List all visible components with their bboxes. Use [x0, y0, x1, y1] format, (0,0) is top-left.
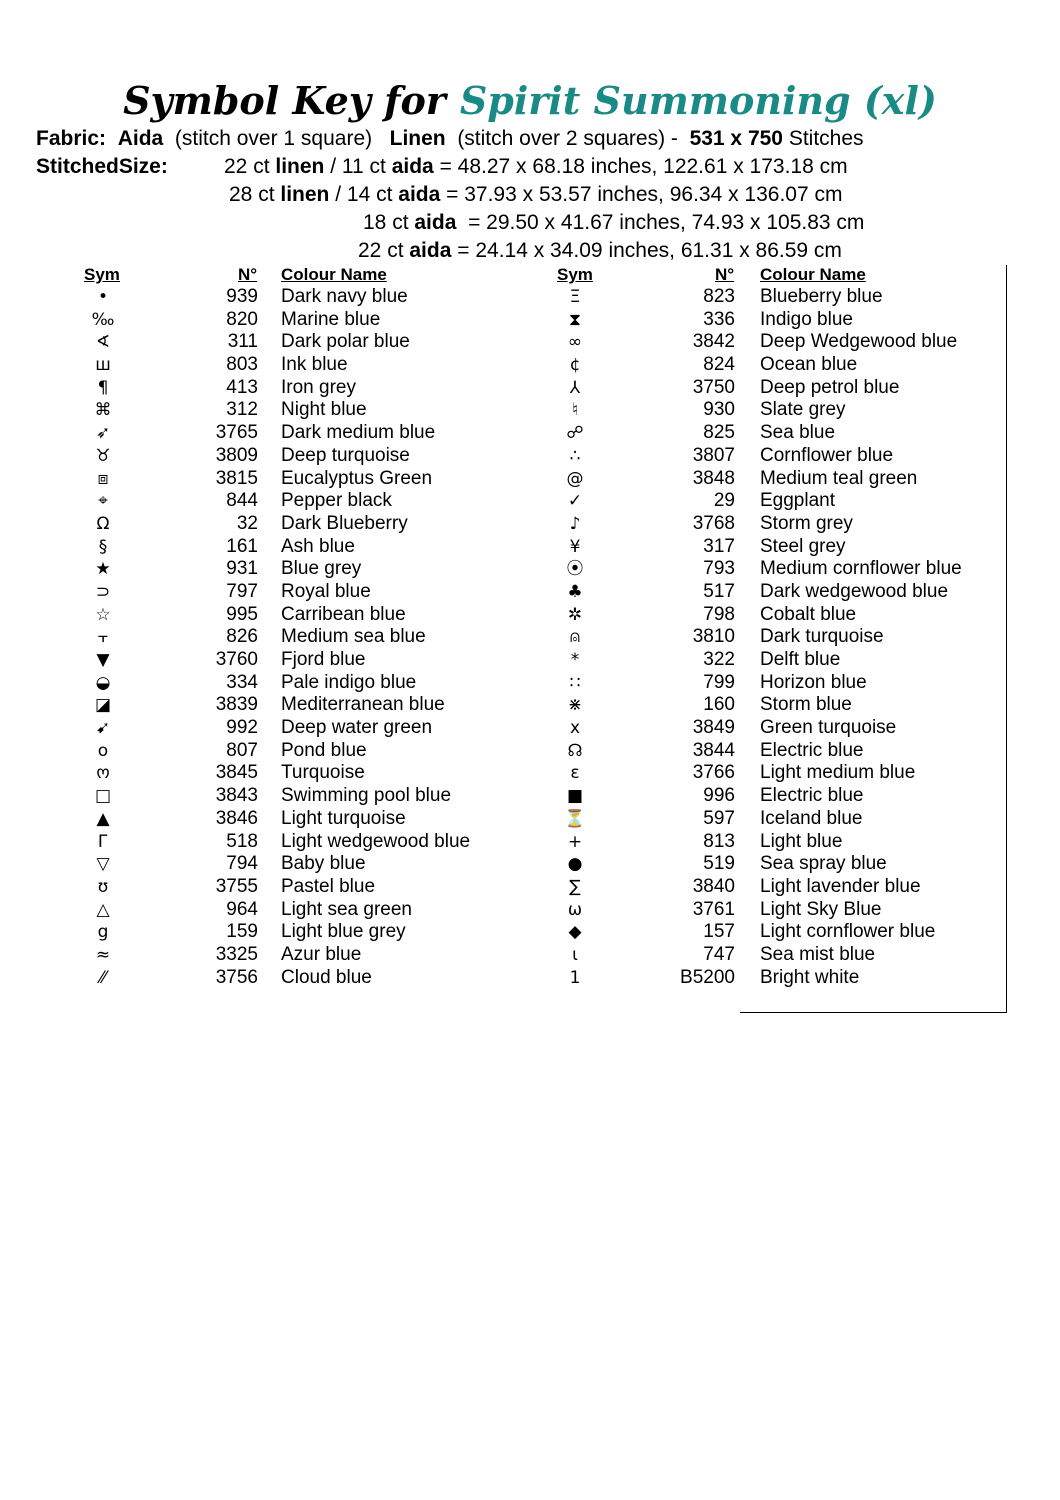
colour-name: Dark turquoise	[760, 626, 884, 648]
colour-name: Light Sky Blue	[760, 898, 882, 920]
size-line-3-b1: aida	[414, 211, 457, 234]
header-colour-name: Colour Name	[760, 265, 866, 284]
symbol-glyph: +	[567, 831, 583, 852]
symbol-glyph: ⌖	[98, 491, 108, 512]
size-line-1-pre: 22 ct	[224, 155, 276, 178]
thread-number: 826	[226, 626, 258, 648]
symbol-glyph: ▼	[96, 650, 110, 670]
colour-name: Dark wedgewood blue	[760, 580, 949, 602]
colour-name: Medium sea blue	[281, 626, 426, 648]
size-line-2-pre: 28 ct	[229, 183, 281, 206]
size-line-2-post: = 37.93 x 53.57 inches, 96.34 x 136.07 cm	[440, 183, 843, 206]
colour-name: Light lavender blue	[760, 875, 921, 897]
symbol-glyph: ¶	[97, 377, 109, 398]
size-line-1-b1: linen	[275, 155, 325, 178]
symbol-glyph: *	[570, 650, 580, 670]
symbol-glyph: g	[97, 922, 109, 943]
thread-number: 3325	[215, 943, 258, 965]
colour-name: Cornflower blue	[760, 444, 894, 466]
symbol-glyph: ¢	[569, 355, 581, 376]
symbol-glyph: x	[569, 718, 581, 739]
colour-name: Light wedgewood blue	[281, 830, 471, 852]
colour-name: Deep Wedgewood blue	[760, 331, 958, 353]
colour-name: Eucalyptus Green	[281, 467, 433, 489]
size-line-1-mid: / 11 ct	[324, 155, 392, 178]
symbol-glyph: ‰	[91, 309, 115, 330]
colour-name: Light turquoise	[281, 807, 406, 829]
size-line-4-post: = 24.14 x 34.09 inches, 61.31 x 86.59 cm	[451, 239, 842, 262]
thread-number: 996	[703, 785, 735, 807]
symbol-glyph: Г	[97, 831, 109, 852]
symbol-glyph: ♮	[571, 400, 579, 421]
symbol-glyph: ⌘	[94, 400, 112, 421]
header-colour-name: Colour Name	[281, 265, 387, 284]
fabric-linen: Linen	[389, 127, 446, 150]
symbol-glyph: ◒	[95, 672, 111, 693]
symbol-glyph: ш	[95, 355, 111, 376]
size-line-2-b1: linen	[280, 183, 330, 206]
size-line-1-b2: aida	[391, 155, 434, 178]
thread-number: 3756	[215, 966, 258, 988]
colour-name: Light sea green	[281, 898, 412, 920]
colour-name: Delft blue	[760, 649, 841, 670]
symbol-glyph: ∑	[569, 876, 581, 897]
symbol-glyph: ო	[96, 763, 110, 784]
colour-name: Turquoise	[281, 762, 365, 784]
symbol-glyph: •	[97, 287, 109, 307]
thread-number: 3750	[692, 376, 735, 398]
thread-number: 820	[226, 308, 258, 330]
thread-number: 3761	[692, 898, 735, 920]
colour-name: Blue grey	[281, 558, 362, 580]
colour-name: Dark navy blue	[281, 286, 408, 307]
thread-number: 3815	[215, 467, 258, 489]
colour-name: Storm grey	[760, 512, 853, 534]
thread-number: B5200	[680, 966, 735, 988]
colour-name: Ash blue	[281, 535, 355, 557]
symbol-glyph: Ξ	[569, 287, 581, 307]
symbol-glyph: ⧗	[569, 309, 581, 330]
thread-number: 157	[703, 921, 735, 943]
thread-number: 964	[226, 898, 258, 920]
symbol-glyph: ɩ	[572, 944, 578, 965]
thread-number: 3765	[215, 422, 258, 444]
size-line-3-pre: 18 ct	[363, 211, 415, 234]
colour-name: Pale indigo blue	[281, 671, 417, 693]
symbol-glyph: 1	[569, 967, 581, 988]
thread-number: 3766	[692, 762, 735, 784]
size-line-1-post: = 48.27 x 68.18 inches, 122.61 x 173.18 cm	[433, 155, 848, 178]
size-line-4-pre: 22 ct	[358, 239, 410, 262]
symbol-glyph: ω	[567, 899, 583, 920]
thread-number: 3840	[692, 875, 735, 897]
stitch-count: 531 x 750	[689, 127, 783, 150]
colour-name: Pepper black	[281, 490, 392, 512]
symbol-glyph: △	[96, 899, 110, 920]
symbol-glyph: §	[98, 536, 108, 557]
colour-name: Cobalt blue	[760, 603, 857, 625]
colour-name: Bright white	[760, 966, 860, 988]
symbol-glyph: ●	[567, 854, 583, 875]
colour-name: Dark medium blue	[281, 422, 436, 444]
colour-name: Pastel blue	[281, 875, 376, 897]
symbol-glyph: ◆	[568, 922, 582, 943]
symbol-glyph: ☆	[95, 604, 111, 625]
colour-name: Slate grey	[760, 399, 846, 421]
thread-number: 844	[226, 490, 258, 512]
thread-number: 312	[226, 399, 258, 421]
symbol-glyph: ➶	[95, 423, 111, 444]
colour-name: Ink blue	[281, 354, 348, 376]
fabric-aida: Aida	[117, 127, 164, 150]
colour-name: Dark Blueberry	[281, 512, 408, 534]
colour-name: Medium cornflower blue	[760, 558, 962, 580]
symbol-glyph: ♪	[569, 513, 581, 534]
colour-name: Pond blue	[281, 739, 367, 761]
colour-name: Fjord blue	[281, 649, 366, 670]
symbol-glyph: ⧈	[97, 468, 109, 489]
thread-number: 803	[226, 354, 258, 376]
colour-name: Storm blue	[760, 694, 852, 716]
symbol-glyph: ☊	[567, 740, 583, 761]
symbol-glyph: ➹	[95, 718, 111, 739]
title-pattern-name: Spirit Summoning (xl)	[459, 78, 937, 123]
symbol-glyph: ∞	[567, 332, 583, 353]
colour-name: Medium teal green	[760, 467, 918, 489]
thread-number: 931	[226, 558, 258, 580]
thread-number: 3768	[692, 512, 735, 534]
size-line-3-post: = 29.50 x 41.67 inches, 74.93 x 105.83 cm	[456, 211, 865, 234]
colour-name: Eggplant	[760, 490, 836, 512]
symbol-glyph: ♣	[567, 581, 583, 602]
fabric-linen-note: (stitch over 2 squares) -	[457, 127, 678, 150]
header-num: N°	[238, 265, 258, 284]
symbol-glyph: ε	[570, 763, 580, 784]
thread-number: 823	[703, 286, 735, 307]
colour-name: Mediterranean blue	[281, 694, 445, 716]
size-line-2-b2: aida	[398, 183, 441, 206]
colour-name: Night blue	[281, 399, 367, 421]
header-num: N°	[715, 265, 735, 284]
symbol-glyph: ≈	[95, 944, 111, 965]
thread-number: 3846	[215, 807, 258, 829]
thread-number: 517	[703, 580, 735, 602]
size-line-4	[358, 238, 842, 264]
symbol-glyph: ◪	[94, 695, 112, 716]
symbol-glyph: □	[94, 786, 112, 807]
colour-name: Green turquoise	[760, 717, 897, 739]
colour-name: Carribean blue	[281, 603, 406, 625]
thread-number: 813	[703, 830, 735, 852]
thread-number: 3845	[215, 762, 258, 784]
symbol-glyph: ∷	[569, 672, 581, 693]
thread-number: 3842	[692, 331, 735, 353]
colour-name: Royal blue	[281, 580, 371, 602]
symbol-glyph: ✓	[567, 491, 583, 512]
thread-number: 334	[226, 671, 258, 693]
symbol-glyph: Ω	[96, 513, 110, 534]
thread-number: 3849	[692, 717, 735, 739]
symbol-glyph: ▲	[96, 808, 110, 829]
thread-number: 798	[703, 603, 735, 625]
colour-name: Swimming pool blue	[281, 785, 452, 807]
thread-number: 413	[226, 376, 258, 398]
thread-number: 824	[703, 354, 735, 376]
thread-number: 3809	[215, 444, 258, 466]
size-line-4-b1: aida	[409, 239, 452, 262]
thread-number: 747	[703, 943, 735, 965]
symbol-glyph: o	[97, 740, 109, 761]
colour-name: Iron grey	[281, 376, 356, 398]
thread-number: 794	[226, 853, 258, 875]
colour-name: Iceland blue	[760, 807, 863, 829]
fabric-label: Fabric:	[36, 127, 107, 150]
thread-number: 3807	[692, 444, 735, 466]
thread-number: 3848	[692, 467, 735, 489]
thread-number: 807	[226, 739, 258, 761]
colour-name: Sea spray blue	[760, 853, 887, 875]
colour-name: Ocean blue	[760, 354, 858, 376]
colour-name: Electric blue	[760, 739, 864, 761]
symbol-glyph: @	[566, 468, 584, 489]
size-line-2-mid: / 14 ct	[329, 183, 399, 206]
colour-name: Dark polar blue	[281, 331, 410, 353]
colour-name: Sea mist blue	[760, 943, 876, 965]
colour-name: Marine blue	[281, 308, 381, 330]
thread-number: 3810	[692, 626, 735, 648]
thread-number: 930	[703, 399, 735, 421]
stitched-size-label-line	[36, 154, 168, 180]
colour-name: Light blue grey	[281, 921, 406, 943]
thread-number: 825	[703, 422, 735, 444]
symbol-glyph: ⁄⁄	[100, 967, 106, 988]
thread-number: 161	[226, 535, 258, 557]
symbol-glyph: ▽	[96, 854, 110, 875]
thread-number: 311	[227, 331, 258, 353]
symbol-glyph: ¥	[569, 536, 581, 557]
thread-number: 797	[226, 580, 258, 602]
table-border-bottom	[740, 1012, 1007, 1013]
thread-number: 336	[703, 308, 735, 330]
thread-number: 519	[703, 853, 735, 875]
stitched-size-label: StitchedSize:	[36, 155, 168, 178]
colour-name: Blueberry blue	[760, 286, 883, 307]
colour-name: Horizon blue	[760, 671, 867, 693]
thread-number: 793	[703, 558, 735, 580]
thread-number: 159	[226, 921, 258, 943]
colour-name: Light blue	[760, 830, 843, 852]
table-border-right	[1006, 265, 1007, 1013]
thread-number: 3839	[215, 694, 258, 716]
symbol-glyph: ⅄	[569, 377, 581, 398]
header-sym: Sym	[557, 265, 593, 284]
thread-number: 32	[236, 512, 258, 534]
symbol-glyph: ⦿	[566, 559, 584, 580]
thread-number: 597	[703, 807, 735, 829]
thread-number: 317	[703, 535, 735, 557]
thread-number: 3760	[215, 649, 258, 670]
colour-name: Deep petrol blue	[760, 376, 900, 398]
symbol-glyph: ∢	[95, 332, 111, 353]
size-line-2	[229, 182, 843, 208]
symbol-glyph: ★	[95, 559, 111, 580]
thread-number: 3844	[692, 739, 735, 761]
colour-name: Deep turquoise	[281, 444, 410, 466]
page-title	[0, 78, 1060, 124]
colour-name: Electric blue	[760, 785, 864, 807]
thread-number: 992	[226, 717, 258, 739]
thread-number: 799	[703, 671, 735, 693]
colour-name: Deep water green	[281, 717, 433, 739]
colour-name: Indigo blue	[760, 308, 853, 330]
colour-name: Light cornflower blue	[760, 921, 936, 943]
thread-number: 322	[703, 649, 735, 670]
fabric-line	[36, 126, 864, 152]
title-prefix: Symbol Key for	[123, 78, 446, 123]
stitch-word: Stitches	[788, 127, 864, 150]
size-line-3	[363, 210, 864, 236]
thread-number: 3755	[215, 875, 258, 897]
symbol-glyph: ■	[566, 786, 584, 807]
thread-number: 518	[226, 830, 258, 852]
thread-number: 3843	[215, 785, 258, 807]
symbol-glyph: ♉	[95, 445, 111, 466]
thread-number: 29	[713, 490, 735, 512]
symbol-glyph: ʊ	[97, 876, 109, 897]
symbol-glyph: ✲	[567, 604, 583, 625]
symbol-glyph: ⍝	[569, 627, 581, 648]
colour-name: Azur blue	[281, 943, 362, 965]
thread-number: 995	[226, 603, 258, 625]
thread-number: 160	[703, 694, 735, 716]
colour-name: Cloud blue	[281, 966, 372, 988]
colour-name: Steel grey	[760, 535, 846, 557]
colour-name: Baby blue	[281, 853, 366, 875]
symbol-glyph: ⋇	[567, 695, 583, 716]
symbol-glyph: ∴	[569, 445, 581, 466]
colour-name: Sea blue	[760, 422, 836, 444]
colour-name: Light medium blue	[760, 762, 916, 784]
symbol-glyph: ⏳	[564, 808, 586, 829]
header-sym: Sym	[84, 265, 120, 284]
symbol-glyph: ⊃	[95, 581, 111, 602]
symbol-glyph: ☍	[566, 423, 584, 444]
size-line-1	[224, 154, 848, 180]
thread-number: 939	[226, 286, 258, 307]
fabric-aida-note: (stitch over 1 square)	[174, 127, 373, 150]
symbol-glyph: ⫟	[97, 627, 109, 648]
